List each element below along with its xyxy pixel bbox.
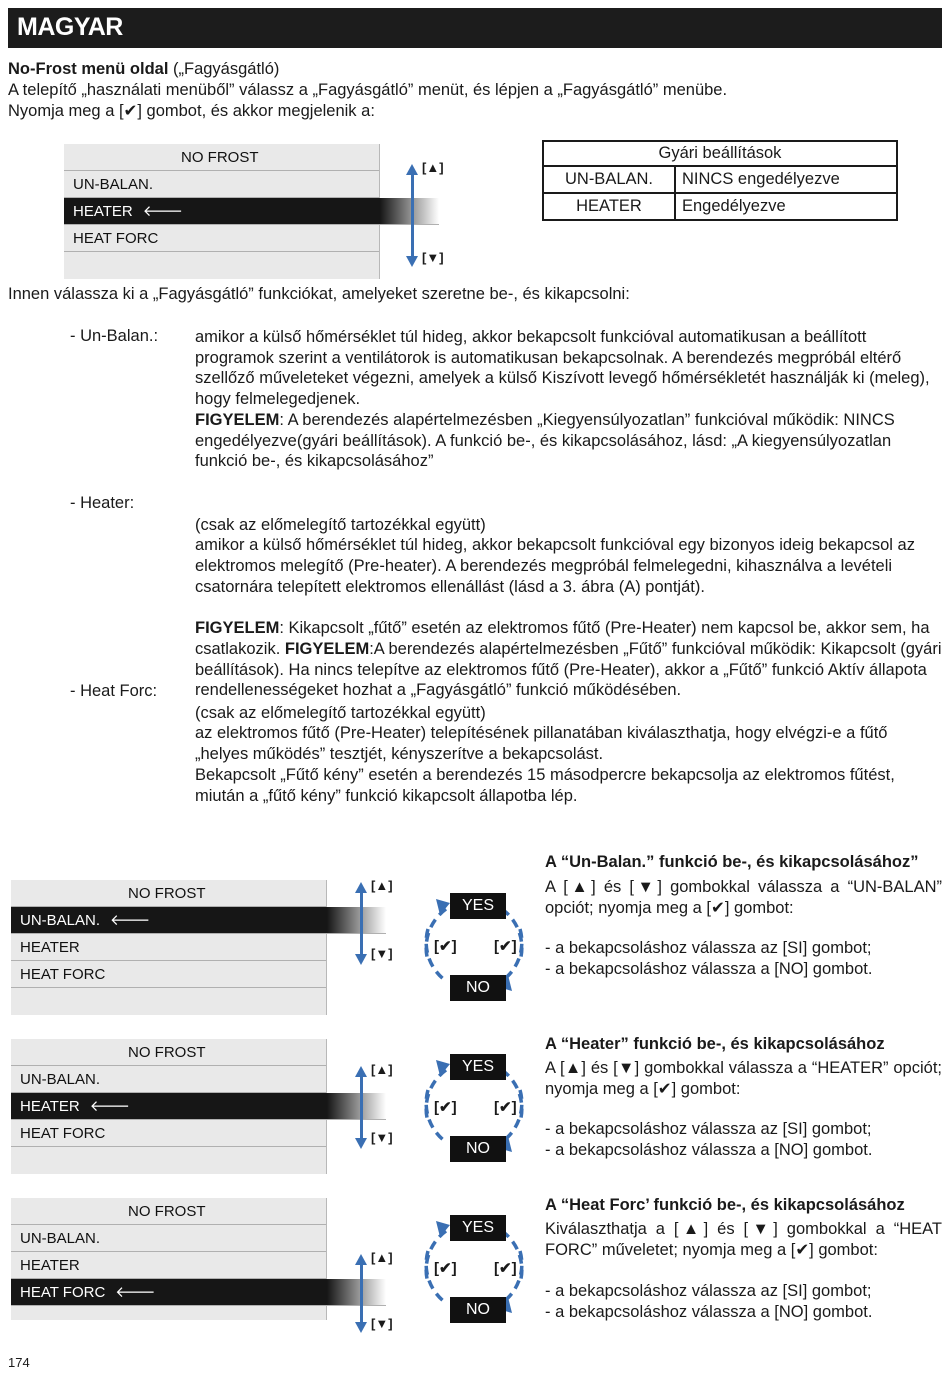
instruction-body: A [▲] és [▼] gombokkal válassza a “UN-BALAN” opciót; nyomja meg a [✔] gombot: (545, 878, 942, 917)
menu-item-un-balan[interactable]: UN-BALAN. (11, 1066, 326, 1093)
section-title: MAGYAR (17, 13, 123, 41)
menu-blank-row (64, 252, 379, 279)
nofrost-menu-top (64, 144, 380, 279)
confirm-right-label: [✔] (494, 1260, 517, 1277)
up-down-indicator (353, 1062, 393, 1152)
term-heat-forc: - Heat Forc: (70, 682, 158, 700)
instruction-on: - a bekapcsoláshoz válassza az [SI] gombot; (545, 1282, 872, 1300)
nofrost-menu-un-balan (11, 880, 327, 1015)
term-un-balan: - Un-Balan.: (70, 327, 159, 345)
intro-heading-suffix: („Fagyásgátló) (168, 60, 280, 78)
down-button-label: [▼] (422, 250, 444, 265)
warning-label: FIGYELEM (195, 619, 280, 638)
table-cell-value: NINCS engedélyezve (675, 166, 897, 193)
table-cell-value: Engedélyezve (675, 193, 897, 220)
instruction-options (545, 1119, 872, 1160)
desc-heater-text: (csak az előmelegítő tartozékkal együtt) amikor a külső hőmérséklet túl hideg, akkor bekapcsolt funkcióval egy bizonyos ideig bekapcsol az elektromos melegítő (Pre-heater). A berendezés megpróbál felmelegedni, kihasználva a levételi csatornára telepített elektromos ellenállást (lásd a 3. ábra (A) pontját). (195, 515, 915, 596)
yes-no-dialog (414, 1046, 534, 1166)
up-button-label: [▲] (371, 1062, 393, 1077)
up-button-label: [▲] (422, 160, 444, 175)
yes-button[interactable]: YES (450, 893, 506, 919)
scroll-line (360, 1076, 363, 1140)
instruction-body: Kiválaszthatja a [▲] és [▼] gombokkal a “HEAT FORC” műveletet; nyomja meg a [✔] gombot: (545, 1220, 942, 1259)
table-row (543, 166, 897, 193)
desc-heater-warning-2: :A berendezés alapértelmezésben „Fűtő” funkcióval működik: Kikapcsolt (gyári beállítások). Ha nincs telepítve az elektromos fűtő (Pre-Heater), akkor a „Fűtő” funkció Aktív állapota rendellenességeket hozhat a „Fagyásgátló” funkció működésében. (195, 639, 942, 700)
instruction-off: - a bekapcsoláshoz válassza a [NO] gombot. (545, 959, 873, 978)
instruction-off: - a bekapcsoláshoz válassza a [NO] gombot. (545, 1302, 873, 1321)
no-button[interactable]: NO (450, 1136, 506, 1162)
confirm-left-label: [✔] (434, 1260, 457, 1277)
yes-no-dialog (414, 885, 534, 1005)
instruction-title: A “Heater” funkció be-, és kikapcsolásához (545, 1035, 885, 1053)
up-down-indicator (404, 160, 444, 270)
desc-heat-forc (195, 682, 943, 827)
down-arrow-icon (355, 1138, 367, 1149)
nofrost-menu-heat-forc (11, 1198, 327, 1320)
down-button-label: [▼] (371, 946, 393, 961)
menu-title: NO FROST (64, 144, 379, 171)
menu-item-label: HEAT FORC (20, 1284, 106, 1301)
menu-item-label: HEATER (20, 1098, 80, 1115)
instruction-body: A [▲] és [▼] gombokkal válassza a “HEATER” opciót; nyomja meg a [✔] gombot: (545, 1059, 942, 1098)
menu-blank-row (11, 1147, 326, 1174)
table-row (543, 193, 897, 220)
instruction-title: A “Heat Forc’ funkció be-, és kikapcsolásához (545, 1196, 905, 1214)
menu-blank-row (11, 1306, 326, 1320)
table-cell-name: UN-BALAN. (543, 166, 675, 193)
instruction-off: - a bekapcsoláshoz válassza a [NO] gombot. (545, 1140, 873, 1159)
intro-heading: No-Frost menü oldal (8, 60, 169, 78)
menu-item-heater[interactable] (64, 198, 439, 225)
up-button-label: [▲] (371, 878, 393, 893)
menu-item-heat-forc[interactable] (11, 1279, 386, 1306)
down-arrow-icon (355, 954, 367, 965)
selection-arrow-icon: 🡐 (89, 1098, 130, 1115)
instruction-options (545, 1281, 872, 1322)
intro-text (8, 59, 727, 122)
no-button[interactable]: NO (450, 975, 506, 1001)
section-header (8, 8, 942, 48)
intro-line-3: Nyomja meg a [✔] gombot, és akkor megjelenik a: (8, 102, 375, 120)
desc-un-balan (195, 327, 943, 472)
scroll-line (411, 174, 414, 258)
term-heater: - Heater: (70, 494, 135, 512)
menu-item-label: HEATER (73, 203, 133, 220)
down-arrow-icon (355, 1322, 367, 1333)
factory-settings-table (542, 140, 898, 221)
yes-no-dialog (414, 1207, 534, 1327)
up-down-indicator (353, 878, 393, 968)
desc-un-balan-warning: : A berendezés alapértelmezésben „Kiegyensúlyozatlan” funkcióval működik: NINCS engedélyezve(gyári beállítások). A funkció be-, és kikapcsolásához, lásd: „A kiegyensúlyozatlan funkció be-, és kikapcsolásához” (195, 410, 895, 471)
scroll-line (360, 1264, 363, 1324)
menu-item-heat-forc[interactable]: HEAT FORC (11, 961, 326, 988)
menu-title: NO FROST (11, 1039, 326, 1066)
down-arrow-icon (406, 256, 418, 267)
table-cell-name: HEATER (543, 193, 675, 220)
scroll-line (360, 892, 363, 956)
instruction-title: A “Un-Balan.” funkció be-, és kikapcsolásához” (545, 853, 919, 871)
functions-intro: Innen válassza ki a „Fagyásgátló” funkciókat, amelyeket szeretne be-, és kikapcsolni: (8, 285, 630, 303)
instruction-on: - a bekapcsoláshoz válassza az [SI] gombot; (545, 939, 872, 957)
menu-item-un-balan[interactable]: UN-BALAN. (11, 1225, 326, 1252)
intro-line-2: A telepítő „használati menüből” válassz a „Fagyásgátló” menüt, és lépjen a „Fagyásgátló” menübe. (8, 81, 728, 99)
up-down-indicator (353, 1250, 393, 1335)
selection-arrow-icon: 🡐 (115, 1284, 156, 1301)
menu-title: NO FROST (11, 880, 326, 907)
menu-blank-row (11, 988, 326, 1015)
instruction-options (545, 938, 872, 979)
menu-item-heater[interactable] (11, 1093, 386, 1120)
menu-item-heater[interactable]: HEATER (11, 934, 326, 961)
menu-item-heater[interactable]: HEATER (11, 1252, 326, 1279)
warning-label: FIGYELEM (284, 639, 370, 658)
menu-item-un-balan[interactable] (11, 907, 386, 934)
menu-item-un-balan[interactable]: UN-BALAN. (64, 171, 379, 198)
confirm-right-label: [✔] (494, 1099, 517, 1116)
yes-button[interactable]: YES (450, 1054, 506, 1080)
instruction-on: - a bekapcsoláshoz válassza az [SI] gombot; (545, 1120, 872, 1138)
down-button-label: [▼] (371, 1316, 393, 1331)
menu-item-heat-forc[interactable]: HEAT FORC (11, 1120, 326, 1147)
confirm-left-label: [✔] (434, 1099, 457, 1116)
menu-title: NO FROST (11, 1198, 326, 1225)
confirm-left-label: [✔] (434, 938, 457, 955)
yes-button[interactable]: YES (450, 1215, 506, 1241)
confirm-right-label: [✔] (494, 938, 517, 955)
menu-item-heat-forc[interactable]: HEAT FORC (64, 225, 379, 252)
page-number: 174 (8, 1355, 30, 1370)
desc-heater-warning: : Kikapcsolt „fűtő” esetén az elektromos fűtő (Pre-Heater) nem kapcsol be, akkor sem, ha csatlakozik. (195, 619, 930, 658)
up-button-label: [▲] (371, 1250, 393, 1265)
factory-table-header: Gyári beállítások (543, 141, 897, 166)
menu-item-label: UN-BALAN. (20, 912, 101, 929)
down-button-label: [▼] (371, 1130, 393, 1145)
desc-heat-forc-text: (csak az előmelegítő tartozékkal együtt) az elektromos fűtő (Pre-Heater) telepítésének pillanatában kiválaszthatja, hogy elvégzi-e a fűtő „helyes működés” tesztjét, kényszerítve a bekapcsolást. Bekapcsolt „Fűtő kény” esetén a berendezés 15 másodpercre bekapcsolja az elektromos fűtést, miután a „fűtő kény” funkció kikapcsolt állapotba lép. (195, 703, 895, 805)
no-button[interactable]: NO (450, 1297, 506, 1323)
desc-un-balan-text: amikor a külső hőmérséklet túl hideg, akkor bekapcsolt funkcióval automatikusan a beállított programok szerint a ventilátorok is automatikusan bekapcsolnak. A berendezés megpróbál eltérő szellőző műveleteket végezni, amelyek a külső Kiszívott levegő hőmérsékletét használják ki (meleg), hogy felmelegedjenek. (195, 328, 930, 409)
nofrost-menu-heater (11, 1039, 327, 1174)
selection-arrow-icon: 🡐 (142, 203, 183, 220)
warning-label: FIGYELEM (195, 410, 280, 429)
selection-arrow-icon: 🡐 (110, 912, 151, 929)
